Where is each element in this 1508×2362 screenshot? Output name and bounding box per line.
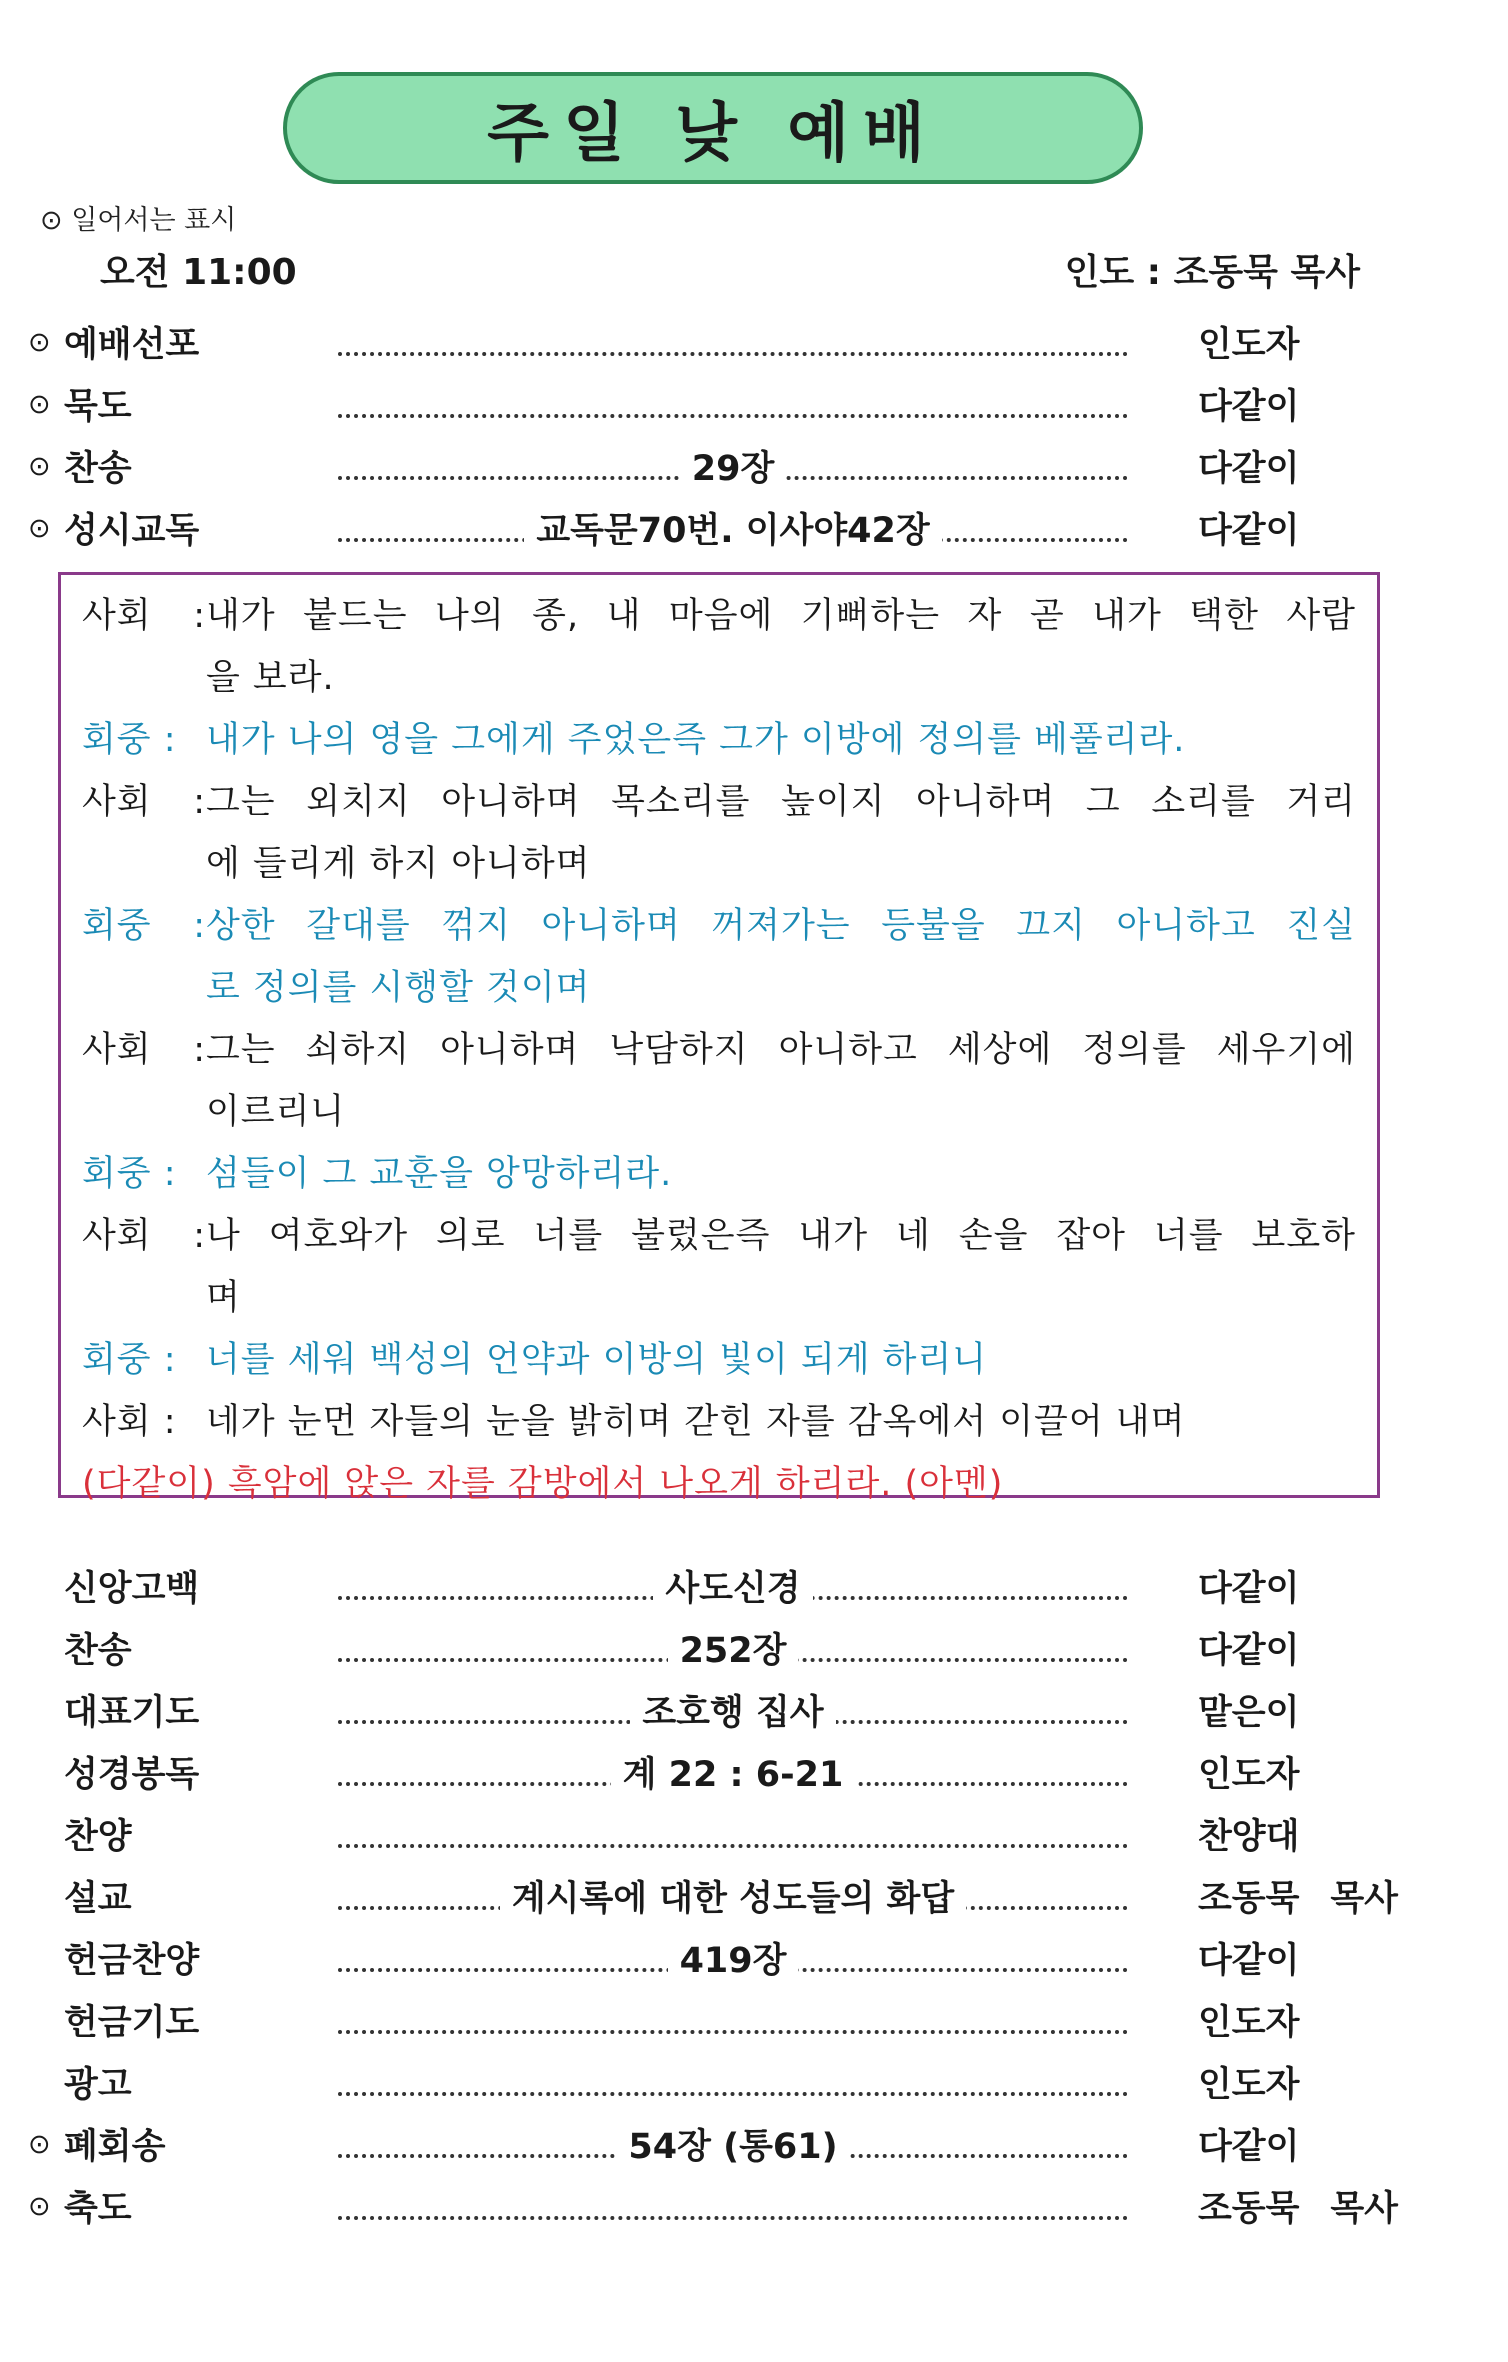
standing-mark-icon: ⊙ [28, 388, 51, 420]
order-label: 찬송 [64, 449, 132, 489]
order-row [28, 1994, 1410, 2046]
order-participant: 다같이 [1198, 1941, 1300, 1981]
order-row [28, 378, 1410, 430]
dot-leader [338, 440, 1128, 492]
reading-role: 회중 : [82, 906, 206, 946]
order-content: 계시록에 대한 성도들의 화답 [500, 1871, 966, 1921]
dot-leader [338, 378, 1128, 430]
reading-text: 너를 세워 백성의 언약과 이방의 빛이 되게 하리니 [206, 1340, 988, 1380]
order-participant: 인도자 [1198, 1755, 1300, 1795]
reading-line-continued: 로 정의를 시행할 것이며 [206, 968, 591, 1008]
order-participant: 조동묵 목사 [1198, 2189, 1398, 2229]
reading-text: 상한 갈대를 꺾지 아니하며 꺼져가는 등불을 끄지 아니하고 진실 [206, 906, 1356, 946]
reading-role: 회중 : [82, 720, 177, 760]
reading-text: 나 여호와가 의로 너를 불렀은즉 내가 네 손을 잡아 너를 보호하 [206, 1216, 1356, 1256]
order-row [28, 1560, 1410, 1612]
order-row [28, 316, 1410, 368]
order-row [28, 2056, 1410, 2108]
order-row [28, 1622, 1410, 1674]
order-content: 252장 [668, 1623, 799, 1673]
reading-text: 그는 쇠하지 아니하며 낙담하지 아니하고 세상에 정의를 세우기에 [206, 1030, 1356, 1070]
order-label: 찬송 [64, 1631, 132, 1671]
order-label: 헌금기도 [64, 2003, 200, 2043]
reading-line-continued: 이르리니 [206, 1092, 346, 1132]
order-label: 축도 [64, 2189, 132, 2229]
dot-leader [338, 2056, 1128, 2108]
reading-text: 그는 외치지 아니하며 목소리를 높이지 아니하며 그 소리를 거리 [206, 782, 1356, 822]
order-label: 신앙고백 [64, 1569, 200, 1609]
order-participant: 다같이 [1198, 449, 1300, 489]
reading-role: 회중 : [82, 1340, 177, 1380]
standing-mark-icon: ⊙ [28, 2128, 51, 2160]
dot-leader [338, 2180, 1128, 2232]
dot-leader [338, 1622, 1128, 1674]
order-content: 사도신경 [653, 1561, 812, 1611]
dot-leader [338, 316, 1128, 368]
order-participant: 다같이 [1198, 387, 1300, 427]
order-participant: 맡은이 [1198, 1693, 1300, 1733]
reading-role: 사회 : [82, 596, 206, 636]
dot-leader [338, 1932, 1128, 1984]
order-row [28, 1808, 1410, 1860]
reading-line-continued: 에 들리게 하지 아니하며 [206, 844, 591, 884]
reading-role: 사회 : [82, 1402, 177, 1442]
order-label: 대표기도 [64, 1693, 200, 1733]
reading-line [82, 898, 1356, 948]
order-participant: 인도자 [1198, 2003, 1300, 2043]
standing-mark-icon: ⊙ [28, 2190, 51, 2222]
dot-leader [338, 1870, 1128, 1922]
order-label: 묵도 [64, 387, 132, 427]
service-leader: 인도 : 조동묵 목사 [1064, 252, 1360, 293]
reading-all-line: (다같이) 흑암에 앉은 자를 감방에서 나오게 하리라. (아멘) [82, 1464, 1004, 1504]
order-label: 예배선포 [64, 325, 200, 365]
dot-leader [338, 1746, 1128, 1798]
order-label: 헌금찬양 [64, 1941, 200, 1981]
order-label: 성경봉독 [64, 1755, 200, 1795]
order-row [28, 502, 1410, 554]
order-content: 419장 [668, 1933, 799, 1983]
order-row [28, 440, 1410, 492]
order-participant: 조동묵 목사 [1198, 1879, 1398, 1919]
service-time: 오전 11:00 [100, 252, 297, 293]
dot-leader [338, 1808, 1128, 1860]
dot-leader [338, 1560, 1128, 1612]
reading-line [82, 1394, 1356, 1444]
reading-role: 사회 : [82, 1216, 206, 1256]
order-participant: 찬양대 [1198, 1817, 1300, 1857]
order-participant: 다같이 [1198, 511, 1300, 551]
order-label: 성시교독 [64, 511, 200, 551]
reading-line-continued: 며 [206, 1278, 241, 1318]
order-row [28, 1870, 1410, 1922]
reading-line [82, 1332, 1356, 1382]
standing-mark-icon: ⊙ [28, 326, 51, 358]
order-participant: 인도자 [1198, 325, 1300, 365]
reading-text: 내가 붙드는 나의 종, 내 마음에 기뻐하는 자 곧 내가 택한 사람 [206, 596, 1356, 636]
dot-leader [338, 502, 1128, 554]
dot-leader [338, 1684, 1128, 1736]
order-row [28, 2118, 1410, 2170]
reading-line [82, 588, 1356, 638]
order-row [28, 1932, 1410, 1984]
reading-line [82, 712, 1356, 762]
reading-text: 네가 눈먼 자들의 눈을 밝히며 갇힌 자를 감옥에서 이끌어 내며 [206, 1402, 1186, 1442]
order-participant: 다같이 [1198, 1631, 1300, 1671]
reading-line [82, 1146, 1356, 1196]
reading-role: 사회 : [82, 1030, 206, 1070]
reading-role: 사회 : [82, 782, 206, 822]
order-label: 찬양 [64, 1817, 132, 1857]
order-label: 광고 [64, 2065, 132, 2105]
order-row [28, 1684, 1410, 1736]
service-title: 주일 낮 예배 [283, 72, 1143, 184]
standing-mark-icon: ⊙ [28, 450, 51, 482]
standing-note: ⊙ 일어서는 표시 [40, 205, 237, 236]
order-content: 29장 [680, 441, 787, 491]
order-row [28, 2180, 1410, 2232]
order-participant: 다같이 [1198, 1569, 1300, 1609]
order-content: 교독문70번. 이사야42장 [524, 503, 941, 553]
order-label: 폐회송 [64, 2127, 166, 2167]
reading-line [82, 1208, 1356, 1258]
order-row [28, 1746, 1410, 1798]
order-participant: 다같이 [1198, 2127, 1300, 2167]
order-content: 54장 (통61) [616, 2119, 849, 2169]
order-participant: 인도자 [1198, 2065, 1300, 2105]
reading-line [82, 1022, 1356, 1072]
order-label: 설교 [64, 1879, 132, 1919]
order-content: 조호행 집사 [630, 1685, 835, 1735]
reading-line [82, 774, 1356, 824]
reading-text: 내가 나의 영을 그에게 주었은즉 그가 이방에 정의를 베풀리라. [206, 720, 1186, 760]
dot-leader [338, 1994, 1128, 2046]
order-content: 계 22 : 6-21 [611, 1747, 856, 1797]
dot-leader [338, 2118, 1128, 2170]
reading-role: 회중 : [82, 1154, 177, 1194]
reading-line-continued: 을 보라. [206, 658, 335, 698]
standing-mark-icon: ⊙ [28, 512, 51, 544]
reading-text: 섬들이 그 교훈을 앙망하리라. [206, 1154, 673, 1194]
